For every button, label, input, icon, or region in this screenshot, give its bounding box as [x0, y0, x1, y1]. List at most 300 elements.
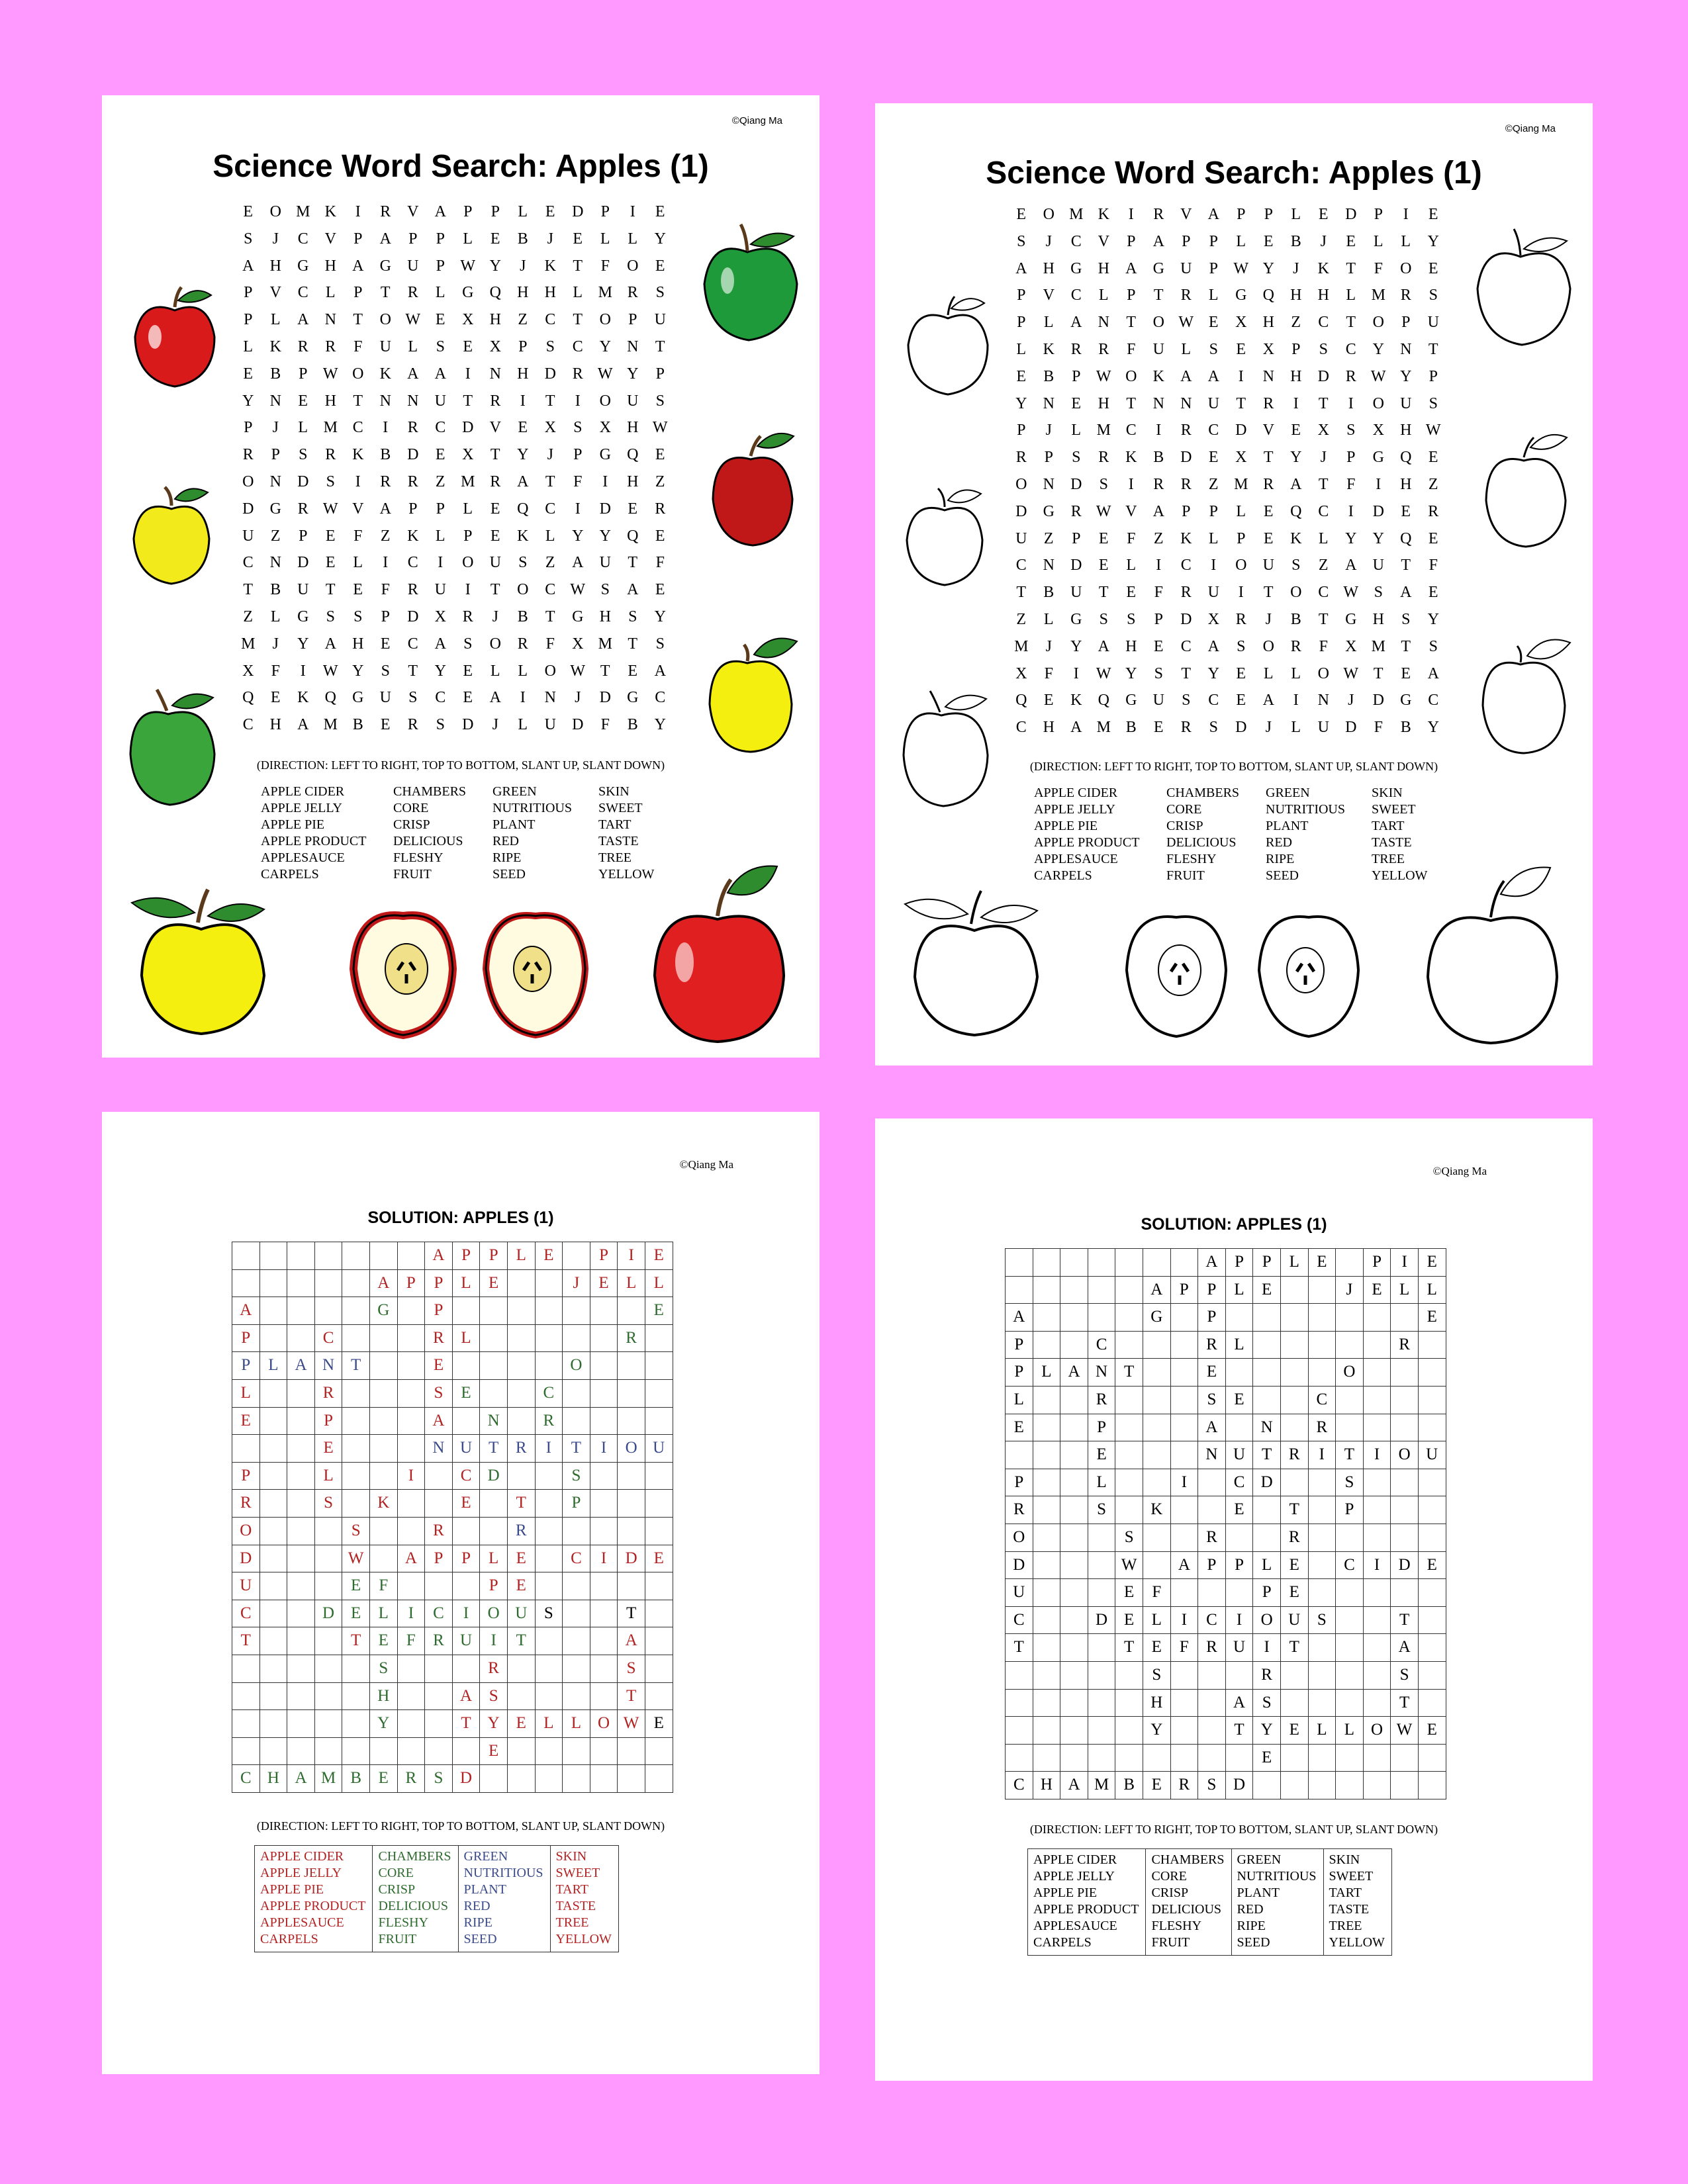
- grid-letter: H: [269, 716, 281, 734]
- solution-cell: [1363, 1496, 1391, 1524]
- grid-letter: X: [462, 311, 474, 329]
- grid-letter: W: [322, 365, 338, 383]
- solution-cell: E: [507, 1572, 535, 1600]
- grid-letter: D: [1015, 502, 1027, 520]
- solution-cell: [1308, 1304, 1336, 1332]
- grid-row: [1008, 444, 1447, 471]
- solution-cell: [563, 1600, 590, 1627]
- grid-letter: T: [490, 581, 500, 599]
- grid-letter: R: [407, 716, 418, 734]
- solution-cell: P: [1253, 1249, 1281, 1277]
- grid-letter: S: [1017, 232, 1026, 250]
- solution-cell: R: [1170, 1772, 1198, 1799]
- solution-cell: C: [425, 1600, 453, 1627]
- solution-cell: E: [1225, 1386, 1253, 1414]
- grid-letter: P: [491, 203, 500, 220]
- grid-letter: R: [1070, 340, 1082, 358]
- solution-cell: [1060, 1441, 1088, 1469]
- grid-letter: O: [1372, 394, 1384, 412]
- grid-letter: T: [655, 338, 665, 355]
- grid-letter: I: [300, 662, 306, 680]
- grid-letter: P: [1209, 259, 1218, 277]
- solution-cell: [342, 1490, 370, 1518]
- word-item: SEED: [1237, 1935, 1270, 1950]
- solution-cell: [342, 1269, 370, 1297]
- grid-letter: W: [1343, 664, 1359, 682]
- grid-letter: E: [1236, 664, 1246, 682]
- grid-letter: L: [628, 230, 638, 248]
- grid-letter: O: [1015, 475, 1027, 493]
- solution-cell: A: [425, 1242, 453, 1270]
- grid-letter: T: [463, 392, 473, 410]
- solution-cell: [1418, 1469, 1446, 1496]
- word-column: [261, 784, 393, 883]
- grid-letter: P: [353, 284, 363, 302]
- solution-cell: O: [1363, 1717, 1391, 1745]
- solution-cell: [1060, 1331, 1088, 1359]
- grid-letter: P: [1044, 449, 1053, 467]
- grid-letter: E: [655, 203, 665, 220]
- grid-letter: V: [1262, 422, 1274, 439]
- grid-row: [234, 441, 674, 469]
- solution-cell: [1308, 1661, 1336, 1689]
- grid-letter: G: [297, 608, 309, 625]
- word-item: GREEN: [463, 1849, 508, 1864]
- solution-cell: [1143, 1414, 1170, 1441]
- grid-letter: C: [1070, 287, 1082, 304]
- solution-cell: [1170, 1524, 1198, 1551]
- solution-cell: [1336, 1414, 1364, 1441]
- word-item: DELICIOUS: [378, 1899, 449, 1913]
- grid-letter: D: [1180, 449, 1192, 467]
- word-item: APPLE PRODUCT: [1034, 835, 1140, 850]
- solution-cell: [314, 1737, 342, 1765]
- solution-cell: [259, 1242, 287, 1270]
- solution-cell: E: [452, 1490, 480, 1518]
- solution-cell: R: [397, 1765, 425, 1793]
- solution-row: [232, 1435, 673, 1463]
- solution-cell: [563, 1655, 590, 1682]
- solution-cell: [590, 1655, 618, 1682]
- solution-cell: [397, 1407, 425, 1435]
- grid-letter: J: [272, 635, 279, 653]
- grid-letter: R: [462, 608, 473, 625]
- solution-cell: [1033, 1661, 1060, 1689]
- solution-cell: [1115, 1441, 1143, 1469]
- solution-cell: I: [535, 1435, 563, 1463]
- grid-letter: T: [1016, 584, 1027, 602]
- solution-cell: T: [1280, 1496, 1308, 1524]
- grid-letter: S: [1154, 664, 1163, 682]
- solution-cell: [1391, 1772, 1419, 1799]
- grid-row: [1008, 363, 1447, 390]
- solution-cell: [1280, 1689, 1308, 1717]
- grid-letter: V: [1180, 206, 1192, 223]
- solution-cell: F: [1170, 1634, 1198, 1662]
- solution-cell: S: [1253, 1689, 1281, 1717]
- solution-cell: [1170, 1414, 1198, 1441]
- grid-letter: P: [1209, 502, 1218, 520]
- grid-row: [1008, 714, 1447, 741]
- grid-letter: W: [405, 311, 421, 329]
- solution-page-plain: [875, 1118, 1593, 2081]
- solution-cell: [1225, 1304, 1253, 1332]
- solution-cell: P: [1006, 1359, 1033, 1387]
- solution-cell: L: [480, 1545, 508, 1572]
- solution-cell: L: [1033, 1359, 1060, 1387]
- grid-letter: U: [544, 716, 556, 734]
- solution-row: [232, 1462, 673, 1490]
- word-item: TASTE: [555, 1899, 596, 1913]
- solution-cell: [287, 1269, 315, 1297]
- word-item: SWEET: [1329, 1869, 1374, 1884]
- solution-cell: D: [1391, 1551, 1419, 1579]
- grid-letter: E: [243, 365, 254, 383]
- grid-letter: H: [1262, 314, 1274, 332]
- solution-row: [1006, 1304, 1446, 1332]
- word-item: APPLE CIDER: [1034, 786, 1118, 800]
- grid-letter: D: [407, 446, 419, 464]
- grid-letter: D: [462, 419, 474, 437]
- grid-letter: Z: [380, 527, 391, 545]
- solution-cell: [1363, 1359, 1391, 1387]
- solution-cell: [1363, 1689, 1391, 1717]
- word-item: APPLESAUCE: [261, 850, 345, 865]
- solution-cell: K: [1143, 1496, 1170, 1524]
- solution-cell: [232, 1682, 260, 1710]
- solution-cell: [314, 1269, 342, 1297]
- word-item: SKIN: [1372, 786, 1403, 800]
- grid-letter: K: [269, 338, 281, 355]
- grid-letter: F: [1154, 584, 1163, 602]
- grid-letter: E: [655, 527, 665, 545]
- solution-cell: [563, 1682, 590, 1710]
- grid-letter: S: [353, 608, 363, 625]
- grid-letter: S: [326, 473, 335, 490]
- solution-cell: [1033, 1717, 1060, 1745]
- solution-cell: [1115, 1304, 1143, 1332]
- solution-cell: O: [480, 1600, 508, 1627]
- word-item: FRUIT: [393, 867, 432, 882]
- solution-cell: [1225, 1414, 1253, 1441]
- grid-letter: A: [1180, 367, 1192, 385]
- grid-letter: L: [1373, 232, 1383, 250]
- solution-cell: D: [480, 1462, 508, 1490]
- grid-letter: Q: [1015, 692, 1027, 709]
- solution-cell: [1143, 1744, 1170, 1772]
- solution-cell: [1115, 1249, 1143, 1277]
- word-item: FRUIT: [378, 1932, 417, 1946]
- grid-letter: E: [1126, 584, 1137, 602]
- solution-row: [232, 1297, 673, 1325]
- grid-letter: Y: [434, 662, 446, 680]
- solution-cell: [369, 1407, 397, 1435]
- grid-letter: L: [1126, 557, 1137, 574]
- solution-cell: L: [507, 1242, 535, 1270]
- word-item: APPLE JELLY: [1033, 1869, 1115, 1884]
- solution-cell: [287, 1435, 315, 1463]
- grid-letter: X: [1345, 637, 1357, 655]
- solution-cell: S: [1198, 1772, 1226, 1799]
- word-item: APPLE PIE: [261, 817, 325, 832]
- solution-cell: [425, 1710, 453, 1738]
- grid-letter: I: [1156, 422, 1162, 439]
- solution-cell: [1418, 1772, 1446, 1799]
- solution-cell: P: [397, 1269, 425, 1297]
- solution-cell: U: [452, 1627, 480, 1655]
- grid-letter: H: [1400, 422, 1412, 439]
- grid-letter: C: [1318, 502, 1329, 520]
- grid-letter: H: [1317, 287, 1329, 304]
- solution-cell: [1391, 1359, 1419, 1387]
- solution-cell: [287, 1462, 315, 1490]
- grid-letter: M: [1096, 422, 1111, 439]
- solution-cell: [1336, 1331, 1364, 1359]
- grid-letter: P: [1401, 314, 1411, 332]
- solution-cell: [1115, 1469, 1143, 1496]
- grid-letter: Y: [242, 392, 254, 410]
- page-title: Science Word Search: Apples (1): [212, 149, 709, 184]
- solution-cell: C: [1225, 1469, 1253, 1496]
- grid-letter: S: [1072, 449, 1081, 467]
- solution-cell: [618, 1352, 645, 1380]
- solution-cell: A: [287, 1352, 315, 1380]
- solution-cell: [1033, 1579, 1060, 1607]
- solution-cell: [507, 1655, 535, 1682]
- solution-cell: [287, 1545, 315, 1572]
- word-item: CARPELS: [1033, 1935, 1092, 1950]
- grid-letter: S: [573, 419, 583, 437]
- grid-letter: C: [297, 230, 308, 248]
- grid-letter: M: [598, 284, 612, 302]
- grid-letter: L: [1291, 719, 1301, 737]
- solution-cell: [397, 1710, 425, 1738]
- solution-cell: E: [1143, 1772, 1170, 1799]
- grid-letter: U: [434, 392, 446, 410]
- solution-cell: [535, 1352, 563, 1380]
- solution-cell: R: [425, 1324, 453, 1352]
- solution-cell: [1225, 1744, 1253, 1772]
- grid-letter: U: [1400, 394, 1412, 412]
- solution-cell: [1336, 1772, 1364, 1799]
- grid-letter: F: [353, 338, 363, 355]
- solution-cell: [535, 1572, 563, 1600]
- grid-letter: N: [269, 554, 281, 572]
- grid-letter: N: [1043, 557, 1055, 574]
- word-item: DELICIOUS: [393, 834, 463, 848]
- grid-letter: U: [489, 554, 501, 572]
- solution-cell: [1033, 1744, 1060, 1772]
- grid-row: [1008, 309, 1447, 336]
- grid-row: [1008, 552, 1447, 579]
- solution-cell: [259, 1600, 287, 1627]
- word-item: FRUIT: [1151, 1935, 1190, 1950]
- grid-letter: V: [489, 419, 501, 437]
- solution-cell: T: [507, 1490, 535, 1518]
- grid-letter: T: [1318, 475, 1329, 493]
- solution-cell: [1198, 1579, 1226, 1607]
- grid-letter: A: [1070, 719, 1082, 737]
- solution-cell: [535, 1324, 563, 1352]
- word-item: RED: [1266, 835, 1292, 850]
- grid-letter: T: [1428, 340, 1438, 358]
- solution-cell: [1033, 1386, 1060, 1414]
- solution-cell: [1143, 1359, 1170, 1387]
- solution-cell: [1170, 1717, 1198, 1745]
- word-item: TART: [1329, 1886, 1362, 1900]
- solution-cell: [1391, 1469, 1419, 1496]
- solution-cell: [1336, 1386, 1364, 1414]
- grid-letter: D: [1372, 692, 1384, 709]
- solution-cell: P: [452, 1242, 480, 1270]
- grid-letter: H: [324, 257, 336, 275]
- word-item: SKIN: [598, 784, 630, 799]
- grid-letter: L: [1263, 664, 1274, 682]
- solution-cell: I: [397, 1462, 425, 1490]
- solution-cell: L: [1418, 1276, 1446, 1304]
- grid-letter: J: [547, 230, 553, 248]
- grid-letter: D: [242, 500, 254, 518]
- solution-cell: T: [1280, 1634, 1308, 1662]
- grid-letter: C: [1070, 232, 1082, 250]
- solution-cell: C: [535, 1379, 563, 1407]
- grid-letter: F: [353, 527, 363, 545]
- grid-letter: P: [628, 311, 637, 329]
- grid-letter: E: [380, 716, 391, 734]
- solution-cell: S: [1143, 1661, 1170, 1689]
- grid-letter: T: [1401, 637, 1411, 655]
- solution-cell: [1033, 1524, 1060, 1551]
- solution-cell: [590, 1737, 618, 1765]
- grid-letter: A: [1207, 206, 1219, 223]
- grid-letter: O: [1235, 557, 1247, 574]
- grid-letter: P: [1346, 449, 1356, 467]
- grid-letter: R: [380, 203, 391, 220]
- solution-cell: [535, 1462, 563, 1490]
- grid-letter: N: [1098, 314, 1109, 332]
- solution-cell: [425, 1655, 453, 1682]
- grid-letter: E: [1071, 394, 1082, 412]
- grid-letter: C: [242, 554, 254, 572]
- solution-cell: A: [1060, 1359, 1088, 1387]
- grid-letter: P: [381, 608, 390, 625]
- grid-letter: S: [1099, 610, 1108, 628]
- grid-letter: L: [270, 311, 281, 329]
- grid-letter: L: [1291, 664, 1301, 682]
- grid-letter: D: [1180, 610, 1192, 628]
- solution-cell: [480, 1517, 508, 1545]
- solution-cell: [535, 1490, 563, 1518]
- solution-cell: [1280, 1661, 1308, 1689]
- grid-letter: T: [545, 608, 555, 625]
- word-column: [255, 1846, 373, 1952]
- grid-letter: S: [1209, 719, 1218, 737]
- grid-letter: I: [520, 689, 526, 707]
- solution-cell: E: [1308, 1249, 1336, 1277]
- word-column: [492, 784, 598, 883]
- solution-cell: [563, 1517, 590, 1545]
- solution-cell: [1033, 1551, 1060, 1579]
- grid-letter: S: [326, 608, 335, 625]
- solution-cell: [645, 1462, 673, 1490]
- solution-row: [232, 1407, 673, 1435]
- word-column: [393, 784, 492, 883]
- grid-letter: B: [517, 608, 528, 625]
- grid-letter: C: [1208, 692, 1219, 709]
- solution-cell: D: [1225, 1772, 1253, 1799]
- grid-letter: P: [518, 338, 528, 355]
- grid-letter: K: [1125, 449, 1137, 467]
- solution-cell: F: [397, 1627, 425, 1655]
- solution-cell: U: [1225, 1634, 1253, 1662]
- grid-letter: R: [1180, 584, 1192, 602]
- grid-letter: I: [1348, 394, 1354, 412]
- grid-letter: M: [323, 716, 338, 734]
- grid-letter: I: [1128, 475, 1134, 493]
- solution-cell: [259, 1572, 287, 1600]
- grid-letter: D: [544, 365, 556, 383]
- word-item: DELICIOUS: [1166, 835, 1237, 850]
- solution-cell: [259, 1435, 287, 1463]
- word-item: APPLE PRODUCT: [1033, 1902, 1139, 1917]
- word-item: RED: [1237, 1902, 1264, 1917]
- grid-letter: Q: [242, 689, 254, 707]
- solution-cell: T: [1391, 1606, 1419, 1634]
- solution-cell: R: [535, 1407, 563, 1435]
- solution-cell: [314, 1297, 342, 1325]
- solution-cell: G: [1143, 1304, 1170, 1332]
- solution-cell: [1033, 1304, 1060, 1332]
- grid-letter: Y: [572, 527, 584, 545]
- word-column: [1323, 1849, 1391, 1956]
- grid-letter: L: [463, 500, 473, 518]
- solution-cell: [645, 1627, 673, 1655]
- grid-letter: Y: [654, 608, 666, 625]
- grid-letter: V: [1043, 287, 1055, 304]
- grid-letter: T: [380, 284, 391, 302]
- grid-letter: I: [575, 500, 581, 518]
- solution-cell: O: [1006, 1524, 1033, 1551]
- grid-letter: R: [1180, 422, 1192, 439]
- solution-cell: [1418, 1661, 1446, 1689]
- solution-cell: S: [1336, 1469, 1364, 1496]
- solution-cell: [1280, 1331, 1308, 1359]
- grid-row: [1008, 336, 1447, 363]
- grid-letter: Y: [1427, 232, 1439, 250]
- word-item: CORE: [393, 801, 429, 815]
- grid-letter: S: [1127, 610, 1136, 628]
- solution-cell: [563, 1765, 590, 1793]
- solution-cell: [1115, 1276, 1143, 1304]
- solution-cell: A: [425, 1407, 453, 1435]
- grid-letter: C: [545, 311, 556, 329]
- grid-letter: D: [1317, 367, 1329, 385]
- grid-row: [1008, 498, 1447, 525]
- grid-letter: U: [1207, 394, 1219, 412]
- solution-cell: P: [1170, 1276, 1198, 1304]
- grid-letter: U: [1180, 259, 1192, 277]
- solution-cell: T: [618, 1600, 645, 1627]
- solution-row: [1006, 1772, 1446, 1799]
- solution-cell: [1170, 1744, 1198, 1772]
- grid-letter: B: [1043, 367, 1055, 385]
- solution-cell: C: [563, 1545, 590, 1572]
- word-column: [1034, 785, 1166, 884]
- solution-cell: [1308, 1524, 1336, 1551]
- solution-cell: [1060, 1386, 1088, 1414]
- word-column: [458, 1846, 550, 1952]
- solution-cell: [259, 1682, 287, 1710]
